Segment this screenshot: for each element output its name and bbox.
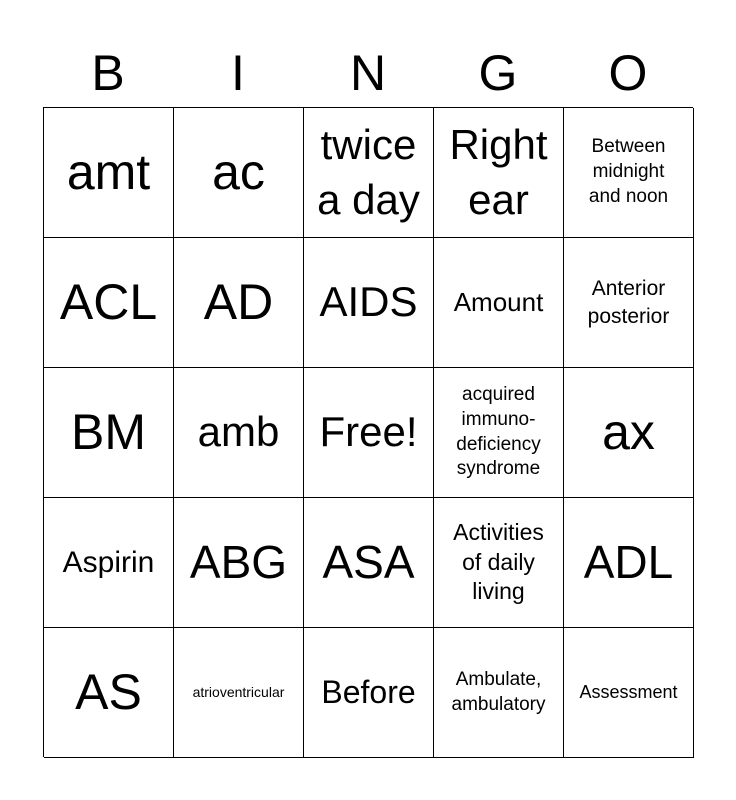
bingo-cell-r1-c3[interactable] [304,108,434,238]
cell-text: BM [71,404,146,461]
bingo-cell-r4-c1[interactable] [44,498,174,628]
bingo-cell-r2-c1[interactable] [44,238,174,368]
bingo-header [43,38,693,108]
header-letter-n: N [349,45,387,101]
bingo-cell-r2-c5[interactable] [564,238,694,368]
bingo-cell-r3-c1[interactable] [44,368,174,498]
cell-text: ADL [583,535,674,588]
cell-text: acquired immuno- deficiency syndrome [456,384,541,480]
cell-text: Amount [453,286,544,317]
cell-text: AIDS [319,278,418,326]
cell-text: amb [197,408,280,456]
cell-text: AS [75,664,142,721]
cell-text: Between midnight and noon [588,136,669,207]
bingo-cell-r5-c1[interactable] [44,628,174,758]
bingo-cell-r3-c4[interactable] [434,368,564,498]
bingo-cell-r5-c3[interactable] [304,628,434,758]
bingo-cell-r1-c2[interactable] [174,108,304,238]
bingo-cell-r2-c4[interactable] [434,238,564,368]
cell-text: AD [203,274,274,331]
bingo-cell-r2-c2[interactable] [174,238,304,368]
bingo-cell-r5-c2[interactable] [174,628,304,758]
header-letter-b: B [91,45,125,101]
cell-text: Ambulate, ambulatory [451,668,546,715]
bingo-cell-r4-c5[interactable] [564,498,694,628]
bingo-cell-r5-c4[interactable] [434,628,564,758]
cell-text: ax [602,404,655,461]
cell-text: Free! [319,408,418,456]
bingo-cell-r3-c2[interactable] [174,368,304,498]
bingo-cell-r1-c4[interactable] [434,108,564,238]
bingo-cell-r4-c3[interactable] [304,498,434,628]
cell-text: Anterior posterior [587,277,670,328]
header-letter-i: I [231,45,245,101]
bingo-cell-r4-c4[interactable] [434,498,564,628]
bingo-cell-r5-c5[interactable] [564,628,694,758]
cell-text: Aspirin [62,546,155,579]
cell-text: ABG [189,535,288,588]
bingo-cell-r4-c2[interactable] [174,498,304,628]
bingo-cell-r3-c5[interactable] [564,368,694,498]
bingo-cell-r1-c5[interactable] [564,108,694,238]
bingo-board [43,107,693,757]
cell-text: Assessment [579,681,678,702]
cell-text: Activities of daily living [453,518,544,605]
cell-text: ac [212,144,265,201]
cell-text: amt [66,144,151,201]
bingo-cell-free[interactable] [304,368,434,498]
bingo-cell-r1-c1[interactable] [44,108,174,238]
cell-text: twice a day [317,120,420,223]
header-letter-g: G [478,45,518,101]
cell-text: ACL [59,274,158,331]
bingo-cell-r2-c3[interactable] [304,238,434,368]
cell-text: ASA [322,535,415,588]
header-letter-o: O [608,45,648,101]
cell-text: atrioventricular [192,684,285,701]
cell-text: Before [321,673,416,710]
cell-text: Right ear [449,120,548,223]
